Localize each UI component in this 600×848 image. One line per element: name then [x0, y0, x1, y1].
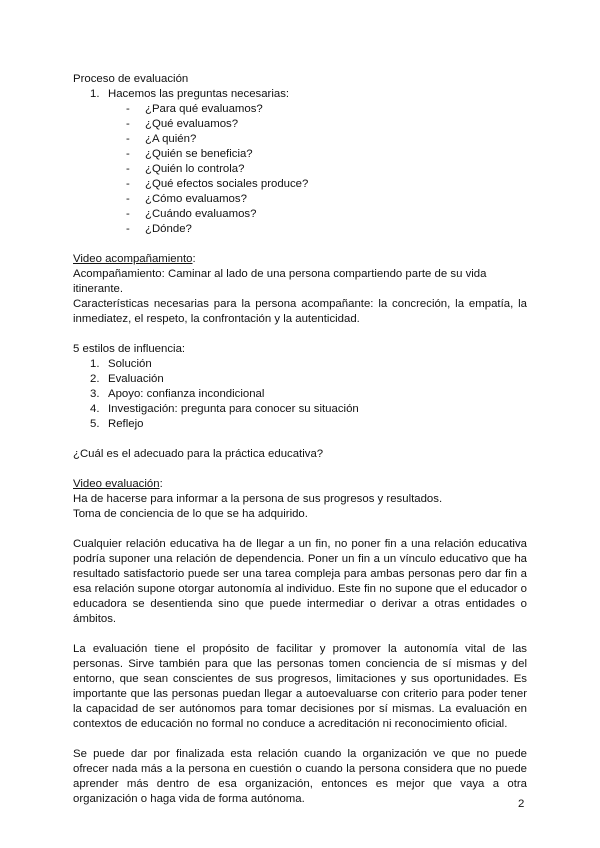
- spacer: [73, 327, 527, 342]
- paragraph: La evaluación tiene el propósito de facilitar y promover la autonomía vital de las personas. Sirve también para que las personas tomen conciencia de sí mismas y del entorno, que sean conscientes de sus progresos, limitaciones y sus oportunidades. Es importante que las personas puedan llegar a autoevaluarse con criterio para poder tener la capacidad de ser autónomos para tomar decisiones por sí mismas. La evaluación en contextos de educación no formal no conduce a acreditación ni reconocimiento oficial.: [73, 643, 527, 730]
- list-item-text: Reflejo: [108, 418, 144, 430]
- paragraph: Se puede dar por finalizada esta relación cuando la organización ve que no puede ofrecer nada más a la persona en cuestión o cuando la persona considera que no puede aprender más dentro de esa organización, entonces es mejor que vaya a otra organización o haga vida de forma autónoma.: [73, 748, 527, 805]
- question-text: ¿Para qué evaluamos?: [145, 103, 263, 115]
- dash-bullet: -: [126, 103, 130, 115]
- list-number: 1.: [90, 358, 100, 370]
- video-acompanamiento-heading: [73, 252, 527, 267]
- question-text: ¿Qué efectos sociales produce?: [145, 178, 309, 190]
- dash-bullet: -: [126, 178, 130, 190]
- list-item-text: Investigación: pregunta para conocer su situación: [108, 403, 359, 415]
- evaluacion-line-2: Toma de conciencia de lo que se ha adquirido.: [73, 508, 308, 520]
- spacer: [73, 522, 527, 537]
- heading-colon: :: [159, 478, 163, 490]
- dash-bullet: -: [126, 148, 130, 160]
- paragraph: Cualquier relación educativa ha de llegar a un fin, no poner fin a una relación educativa podría suponer una relación de dependencia. Poner un fin a un vínculo educativo que ha resultado satisfactorio puede ser una tarea compleja para ambas personas pero dar fin a esa relación supone otorgar autonomía al individuo. Este fin no supone que el educador o educadora se desentienda sino que puede intermediar o derivar a otras entidades o ámbitos.: [73, 538, 527, 625]
- list-number: 5.: [90, 418, 100, 430]
- list-item: [73, 222, 527, 237]
- list-item: [73, 87, 527, 102]
- list-item: [73, 177, 527, 192]
- list-item-text: Hacemos las preguntas necesarias:: [108, 88, 290, 100]
- spacer: [73, 732, 527, 747]
- dash-bullet: -: [126, 133, 130, 145]
- list-item: [73, 387, 527, 402]
- spacer: [73, 627, 527, 642]
- question-text: ¿Quién se beneficia?: [145, 148, 253, 160]
- dash-bullet: -: [126, 208, 130, 220]
- question-text: ¿Quién lo controla?: [145, 163, 245, 175]
- list-item-text: Evaluación: [108, 373, 164, 385]
- dash-bullet: -: [126, 223, 130, 235]
- list-item: [73, 417, 527, 432]
- definition-line: Acompañamiento: Caminar al lado de una persona compartiendo parte de su vida itinerante.: [73, 268, 487, 295]
- question-text: ¿Cuándo evaluamos?: [145, 208, 257, 220]
- list-item: [73, 357, 527, 372]
- question-text: ¿Cómo evaluamos?: [145, 193, 247, 205]
- evaluacion-line-1: Ha de hacerse para informar a la persona de sus progresos y resultados.: [73, 493, 443, 505]
- dash-bullet: -: [126, 118, 130, 130]
- list-number: 2.: [90, 373, 100, 385]
- list-item: [73, 102, 527, 117]
- document-page: [73, 72, 527, 807]
- list-item: [73, 207, 527, 222]
- list-item: [73, 147, 527, 162]
- heading-colon: :: [192, 253, 196, 265]
- section-title: Proceso de evaluación: [73, 73, 189, 85]
- list-item: [73, 117, 527, 132]
- page-number: 2: [518, 798, 525, 810]
- estilos-title: 5 estilos de influencia:: [73, 343, 186, 355]
- questions-list: [73, 102, 527, 237]
- question-text: ¿Qué evaluamos?: [145, 118, 239, 130]
- heading-text: Video acompañamiento: [73, 253, 193, 265]
- video-evaluacion-heading: [73, 477, 527, 492]
- spacer: [73, 237, 527, 252]
- list-item-text: Apoyo: confianza incondicional: [108, 388, 265, 400]
- list-number: 3.: [90, 388, 100, 400]
- estilos-question: ¿Cuál es el adecuado para la práctica educativa?: [73, 448, 324, 460]
- list-item: [73, 402, 527, 417]
- question-text: ¿A quién?: [145, 133, 197, 145]
- numbered-list: [73, 87, 527, 102]
- estilos-list: [73, 357, 527, 432]
- list-number: 1.: [90, 88, 100, 100]
- heading-text: Video evaluación: [73, 478, 160, 490]
- list-item-text: Solución: [108, 358, 152, 370]
- dash-bullet: -: [126, 163, 130, 175]
- list-item: [73, 372, 527, 387]
- question-text: ¿Dónde?: [145, 223, 192, 235]
- spacer: [73, 462, 527, 477]
- list-item: [73, 192, 527, 207]
- list-item: [73, 162, 527, 177]
- spacer: [73, 432, 527, 447]
- characteristics-line: Características necesarias para la persona acompañante: la concreción, la empatía, la inmediatez, el respeto, la confrontación y la autenticidad.: [73, 298, 527, 325]
- list-item: [73, 132, 527, 147]
- dash-bullet: -: [126, 193, 130, 205]
- list-number: 4.: [90, 403, 100, 415]
